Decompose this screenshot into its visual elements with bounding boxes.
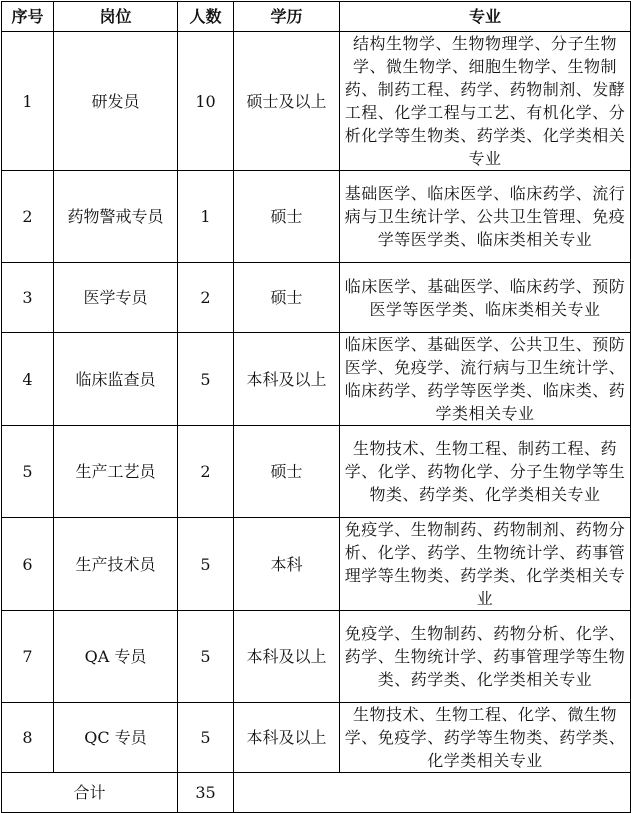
row-position: 药物警戒专员: [54, 171, 178, 263]
header-no: 序号: [2, 2, 54, 32]
row-count: 5: [178, 333, 234, 426]
row-major: 免疫学、生物制药、药物分析、化学、药学、生物统计学、药事管理学等生物类、药学类、化学类相关专业: [340, 611, 631, 703]
recruitment-table: [1, 1, 631, 813]
row-no: 7: [2, 611, 54, 703]
header-count: 人数: [178, 2, 234, 32]
row-position: 生产技术员: [54, 518, 178, 611]
table-row: [2, 333, 631, 426]
row-education: 硕士: [234, 263, 340, 333]
row-education: 本科及以上: [234, 333, 340, 426]
row-no: 5: [2, 426, 54, 518]
row-count: 1: [178, 171, 234, 263]
row-major: 生物技术、生物工程、制药工程、药学、化学、药物化学、分子生物学等生物类、药学类、化学类相关专业: [340, 426, 631, 518]
row-education: 本科: [234, 518, 340, 611]
row-position: 临床监查员: [54, 333, 178, 426]
row-count: 2: [178, 426, 234, 518]
row-major: 临床医学、基础医学、临床药学、预防医学等医学类、临床类相关专业: [340, 263, 631, 333]
table-row: [2, 611, 631, 703]
table-row: [2, 171, 631, 263]
row-count: 5: [178, 611, 234, 703]
row-position: QA 专员: [54, 611, 178, 703]
row-major: 免疫学、生物制药、药物制剂、药物分析、化学、药学、生物统计学、药事管理学等生物类、药学类、化学类相关专业: [340, 518, 631, 611]
row-count: 2: [178, 263, 234, 333]
row-position: QC 专员: [54, 703, 178, 773]
row-education: 本科及以上: [234, 611, 340, 703]
row-major: 结构生物学、生物物理学、分子生物学、微生物学、细胞生物学、生物制药、制药工程、药学、药物制剂、发酵工程、化学工程与工艺、有机化学、分析化学等生物类、药学类、化学类相关专业: [340, 32, 631, 171]
row-major: 生物技术、生物工程、化学、微生物学、免疫学、药学等生物类、药学类、化学类相关专业: [340, 703, 631, 773]
header-row: [2, 2, 631, 32]
row-no: 8: [2, 703, 54, 773]
row-major: 基础医学、临床医学、临床药学、流行病与卫生统计学、公共卫生管理、免疫学等医学类、临床类相关专业: [340, 171, 631, 263]
table-row: [2, 518, 631, 611]
row-education: 本科及以上: [234, 703, 340, 773]
row-position: 医学专员: [54, 263, 178, 333]
total-label: 合计: [2, 773, 178, 813]
table-row: [2, 263, 631, 333]
row-count: 10: [178, 32, 234, 171]
row-major: 临床医学、基础医学、公共卫生、预防医学、免疫学、流行病与卫生统计学、临床药学、药学等医学类、临床类、药学类相关专业: [340, 333, 631, 426]
row-no: 6: [2, 518, 54, 611]
row-no: 1: [2, 32, 54, 171]
row-education: 硕士: [234, 426, 340, 518]
table-row: [2, 703, 631, 773]
table-row: [2, 32, 631, 171]
total-row: [2, 773, 631, 813]
header-position: 岗位: [54, 2, 178, 32]
header-major: 专业: [340, 2, 631, 32]
row-position: 研发员: [54, 32, 178, 171]
row-no: 2: [2, 171, 54, 263]
row-no: 4: [2, 333, 54, 426]
row-count: 5: [178, 518, 234, 611]
header-education: 学历: [234, 2, 340, 32]
table-row: [2, 426, 631, 518]
row-count: 5: [178, 703, 234, 773]
row-position: 生产工艺员: [54, 426, 178, 518]
row-no: 3: [2, 263, 54, 333]
total-empty-cell: [234, 773, 631, 813]
row-education: 硕士: [234, 171, 340, 263]
total-count: 35: [178, 773, 234, 813]
row-education: 硕士及以上: [234, 32, 340, 171]
